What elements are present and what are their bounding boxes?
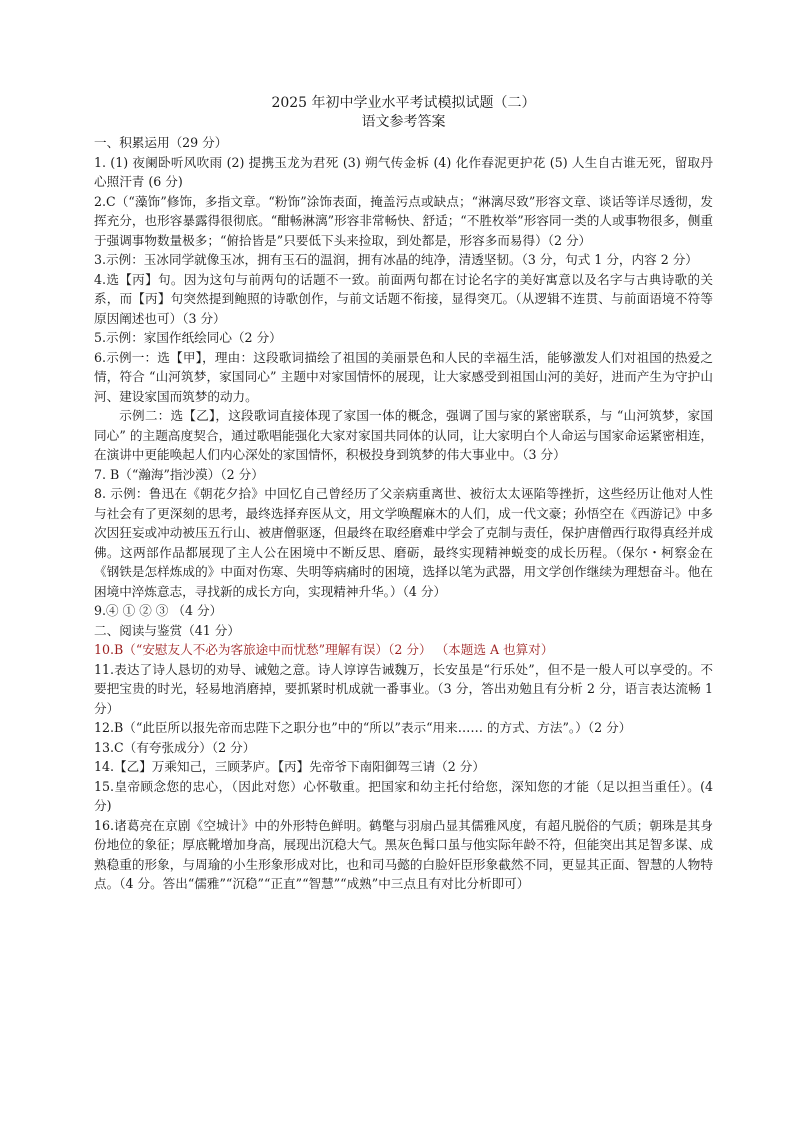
answer-item: 示例二：选【乙】，这段歌词直接体现了家国一体的概念，强调了国与家的紧密联系，与 “山河筑梦，家国同心” 的主题高度契合，通过歌唱能强化大家对家国共同体的认同，让大家明白个人命运与国家命运紧密相连，在演讲中更能唤起人们内心深处的家国情怀，积极投身到筑梦的伟大事业中。（3 分） (94, 408, 713, 462)
answer-item: 7. B（“瀚海”指沙漠）（2 分） (94, 466, 264, 482)
answer-item: 6.示例一：选【甲】，理由：这段歌词描绘了祖国的美丽景色和人民的幸福生活，能够激发人们对祖国的热爱之情，符合 “山河筑梦，家国同心” 主题中对家国情怀的展现，让大家感受到祖国山河的美好，进而产生为守护山河、建设家国而筑梦的动力。 (94, 349, 713, 404)
answer-item: 15.皇帝顾念您的忠心，（因此对您）心怀敬重。把国家和幼主托付给您，深知您的才能（足以担当重任）。(4 分) (94, 778, 713, 813)
answer-item: 11.表达了诗人恳切的劝导、诫勉之意。诗人谆谆告诫魏万，长安虽是“行乐处”，但不是一般人可以享受的。不要把宝贵的时光，轻易地消磨掉，要抓紧时机成就一番事业。（3 分，答出劝勉且有分析 2 分，语言表达流畅 1 分） (94, 661, 713, 716)
answer-item: 13.C（有夸张成分）（2 分） (94, 739, 256, 755)
answer-item: 3.示例：玉冰同学就像玉冰，拥有玉石的温润，拥有冰晶的纯净，清透坚韧。（3 分，句式 1 分，内容 2 分） (94, 252, 698, 267)
answer-item: 5.示例：家国作纸绘同心（2 分） (94, 330, 282, 345)
page-title: 2025 年初中学业水平考试模拟试题（二） (271, 95, 536, 111)
answer-item: 9.④ ① ② ③ （4 分） (94, 603, 223, 618)
page-subtitle: 语文参考答案 (361, 114, 446, 130)
answer-item-main: 10.B（“安慰友人不必为客旅途中而忧愁”理解有误）（2 分） (94, 642, 432, 657)
answer-item: 4.选【丙】句。因为这句与前两句的话题不一致。前面两句都在讨论名字的美好寓意以及名字与古典诗歌的关系，而【丙】句突然提到鲍照的诗歌创作，与前文话题不衔接，显得突兀。（从逻辑不连贯、与前面语境不符等原因阐述也可）（3 分） (94, 271, 713, 326)
answer-item: 1. (1) 夜阑卧听风吹雨 (2) 提携玉龙为君死 (3) 朔气传金柝 (4) 化作春泥更护花 (5) 人生自古谁无死，留取丹心照汗青 (6 分) (94, 154, 713, 189)
section-reading (94, 621, 713, 894)
section-accumulation (94, 133, 713, 621)
answer-item-note: （本题选 A 也算对） (435, 642, 554, 657)
answer-item (94, 640, 713, 660)
section-heading: 二、阅读与鉴赏（41 分） (94, 622, 240, 638)
answer-item: 14.【乙】万乘知己，三顾茅庐。【丙】先帝爷下南阳御驾三请（2 分） (94, 759, 485, 774)
section-heading: 一、积累运用（29 分） (94, 135, 228, 150)
answer-item: 8. 示例：鲁迅在《朝花夕拾》中回忆自己曾经历了父亲病重离世、被衍太太诬陷等挫折，这些经历让他对人性与社会有了更深刻的思考，最终选择弃医从文，用文学唤醒麻木的人们，成一代文豪；孙悟空在《西游记》中多次因狂妄或冲动被压五行山、被唐僧驱逐，但最终在取经磨难中学会了克制与责任，保护唐僧西行取得真经并成佛。这两部作品都展现了主人公在困境中不断反思、磨砺，最终实现精神蜕变的成长历程。（保尔・柯察金在《钢铁是怎样炼成的》中面对伤寒、失明等病痛时的困境，选择以笔为武器，用文学创作继续为理想奋斗。他在困境中淬炼意志，寻找新的成长方向，实现精神升华。）（4 分） (94, 486, 713, 599)
answer-item: 12.B（“此臣所以报先帝而忠陛下之职分也”中的“所以”表示“用来…… 的方式、方法”。）（2 分） (94, 720, 632, 735)
answer-item: 16.诸葛亮在京剧《空城计》中的外形特色鲜明。鹤氅与羽扇凸显其儒雅风度，有超凡脱俗的气质；朝珠是其身份地位的象征；厚底靴增加身高，展现出沉稳大气。黑灰色髯口虽与他实际年龄不符，但能突出其足智多谋、成熟稳重的形象，与周瑜的小生形象形成对比，也和司马懿的白脸奸臣形象截然不同，更显其正面、智慧的人物特点。（4 分。答出“儒雅”“沉稳”“正直”“智慧”“成熟”中三点且有对比分析即可） (94, 817, 713, 891)
answer-item: 2.C（“藻饰”修饰，多指文章。“粉饰”涂饰表面，掩盖污点或缺点；“淋漓尽致”形容文章、谈话等详尽透彻，发挥充分，也形容暴露得很彻底。“酣畅淋漓”形容非常畅快、舒适；“不胜枚举”形容同一类的人或事物很多，侧重于强调事物数量极多；“俯拾皆是”只要低下头来捡取，到处都是，形容多而易得）（2 分） (94, 193, 713, 248)
